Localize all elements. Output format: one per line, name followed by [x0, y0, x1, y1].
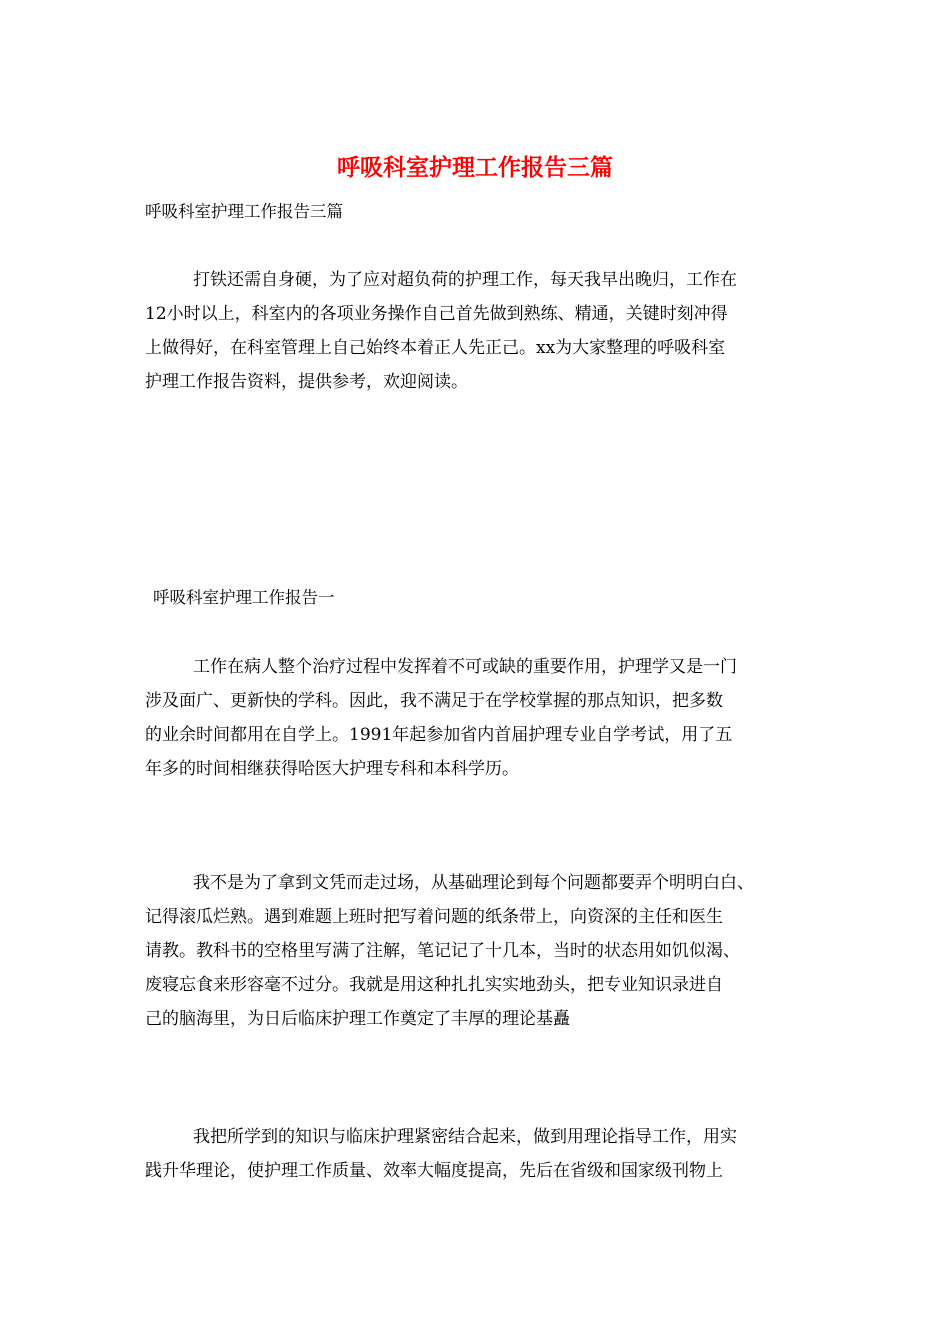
paragraph-line: 践升华理论，使护理工作质量、效率大幅度提高，先后在省级和国家级刊物上: [145, 1161, 723, 1181]
paragraph-line: 年多的时间相继获得哈医大护理专科和本科学历。: [145, 759, 519, 779]
paragraph-line: 我不是为了拿到文凭而走过场，从基础理论到每个问题都要弄个明明白白、: [193, 873, 754, 893]
section-one-paragraph-2: [145, 866, 825, 1036]
paragraph-line: 记得滚瓜烂熟。遇到难题上班时把写着问题的纸条带上，向资深的主任和医生: [145, 907, 723, 927]
section-one-paragraph-3: [145, 1120, 825, 1188]
paragraph-line: 废寝忘食来形容毫不过分。我就是用这种扎扎实实地劲头，把专业知识录进自: [145, 975, 723, 995]
section-heading: 呼吸科室护理工作报告一: [153, 588, 335, 607]
paragraph-line: 我把所学到的知识与临床护理紧密结合起来，做到用理论指导工作，用实: [193, 1127, 737, 1147]
paragraph-line: 护理工作报告资料，提供参考，欢迎阅读。: [145, 372, 468, 392]
intro-paragraph: [145, 263, 825, 399]
paragraph-line: 工作在病人整个治疗过程中发挥着不可或缺的重要作用，护理学又是一门: [193, 657, 737, 677]
paragraph-line: 的业余时间都用在自学上。1991年起参加省内首届护理专业自学考试，用了五: [145, 725, 733, 745]
paragraph-line: 12小时以上，科室内的各项业务操作自己首先做到熟练、精通，关键时刻冲得: [145, 304, 728, 324]
paragraph-line: 请教。教科书的空格里写满了注解，笔记记了十几本，当时的状态用如饥似渴、: [145, 941, 740, 961]
paragraph-line: 涉及面广、更新快的学科。因此，我不满足于在学校掌握的那点知识，把多数: [145, 691, 723, 711]
section-one-paragraph-1: [145, 650, 825, 786]
document-subtitle: 呼吸科室护理工作报告三篇: [145, 202, 343, 221]
paragraph-line: 上做得好，在科室管理上自己始终本着正人先正己。xx为大家整理的呼吸科室: [145, 338, 726, 358]
document-title: 呼吸科室护理工作报告三篇: [337, 154, 613, 181]
paragraph-line: 己的脑海里，为日后临床护理工作奠定了丰厚的理论基矗: [145, 1009, 570, 1029]
paragraph-line: 打铁还需自身硬，为了应对超负荷的护理工作，每天我早出晚归，工作在: [193, 270, 737, 290]
